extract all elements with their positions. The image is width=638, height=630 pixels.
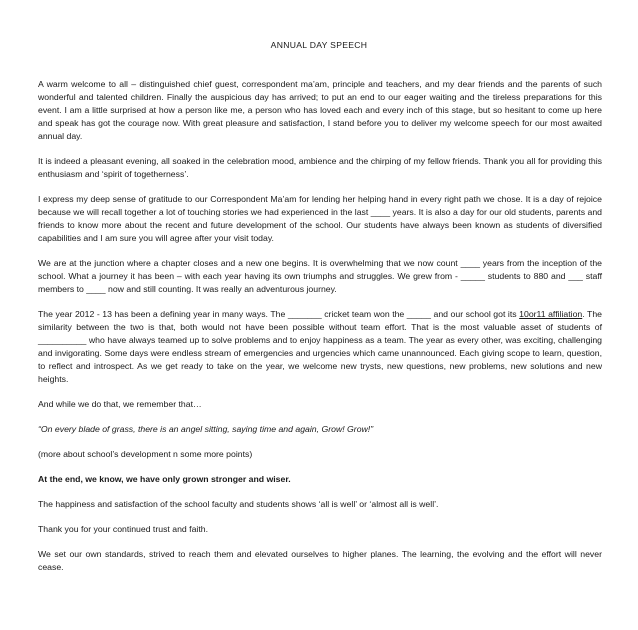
paragraph-thank-you: Thank you for your continued trust and faith. [38,524,208,534]
paragraph-happiness: The happiness and satisfaction of the school faculty and students shows ‘all is well’ or ‘almost all is well’. [38,499,439,509]
document-body [38,78,602,586]
paragraph-defining-year-end: . The similarity between the two is that, both would not have been possible without team effort. That is the most valuable asset of students of __________ who have always teamed up to solve problems and to enjoy happiness as a team. The year as every other, was exciting, challenging and invigorating. Some days were endless stream of emergencies and urgencies which came unannounced. Each giving scope to learn, question, to reflect and introspect. As we get ready to take on the year, we welcome new trysts, new questions, new problems, new solutions and new heights. [38,309,603,384]
paragraph-remember: And while we do that, we remember that… [38,399,202,409]
paragraph-defining-year-start: The year 2012 - 13 has been a defining year in many ways. The _______ cricket team won the _____ and our school got its [38,309,520,319]
paragraph-standards: We set our own standards, strived to reach them and elevated ourselves to higher planes. The learning, the evolving and the effort will never cease. [38,549,602,572]
paragraph-stronger-wiser: At the end, we know, we have only grown stronger and wiser. [38,474,291,484]
paragraph-junction: We are at the junction where a chapter closes and a new one begins. It is overwhelming that we now count ____ years from the inception of the school. What a journey it has been – with each year having its own triumphs and struggles. We grew from - _____ students to 880 and ___ staff members to ____ now and still counting. It was really an adventurous journey. [38,258,602,294]
paragraph-gratitude: I express my deep sense of gratitude to our Correspondent Ma’am for lending her helping hand in every right path we chose. It is a day of rejoice because we will recall together a lot of touching stories we had experienced in the last ____ years. It is also a day for our old students, parents and friends to know more about the recent and future development of the school. Our students have always been known as students of diversified capabilities and I am sure you will agree after your visit today. [38,194,602,243]
affiliation-link[interactable]: 10or11 affiliation [519,309,583,319]
paragraph-more-points: (more about school’s development n some more points) [38,449,253,459]
document-title: ANNUAL DAY SPEECH [270,40,368,50]
paragraph-welcome: A warm welcome to all – distinguished chief guest, correspondent ma’am, principle and teachers, and my dear friends and the parents of such wonderful and talented children. Finally the auspicious day has arrived; to put an end to our eager waiting and the tireless preparations for this event. I am a little surprised at how a person like me, a person who has loved each and every inch of this stage, but so hesitant to come up here and speak has got the courage now. With great pleasure and satisfaction, I stand before you to deliver my welcome speech for our most awaited annual day. [38,79,602,141]
paragraph-defining-year [38,308,602,386]
quote-blade-of-grass: “On every blade of grass, there is an angel sitting, saying time and again, Grow! Grow!” [38,424,374,434]
paragraph-pleasant-evening: It is indeed a pleasant evening, all soaked in the celebration mood, ambience and the chirping of my fellow friends. Thank you all for providing this enthusiasm and ‘spirit of togetherness’. [38,156,602,179]
